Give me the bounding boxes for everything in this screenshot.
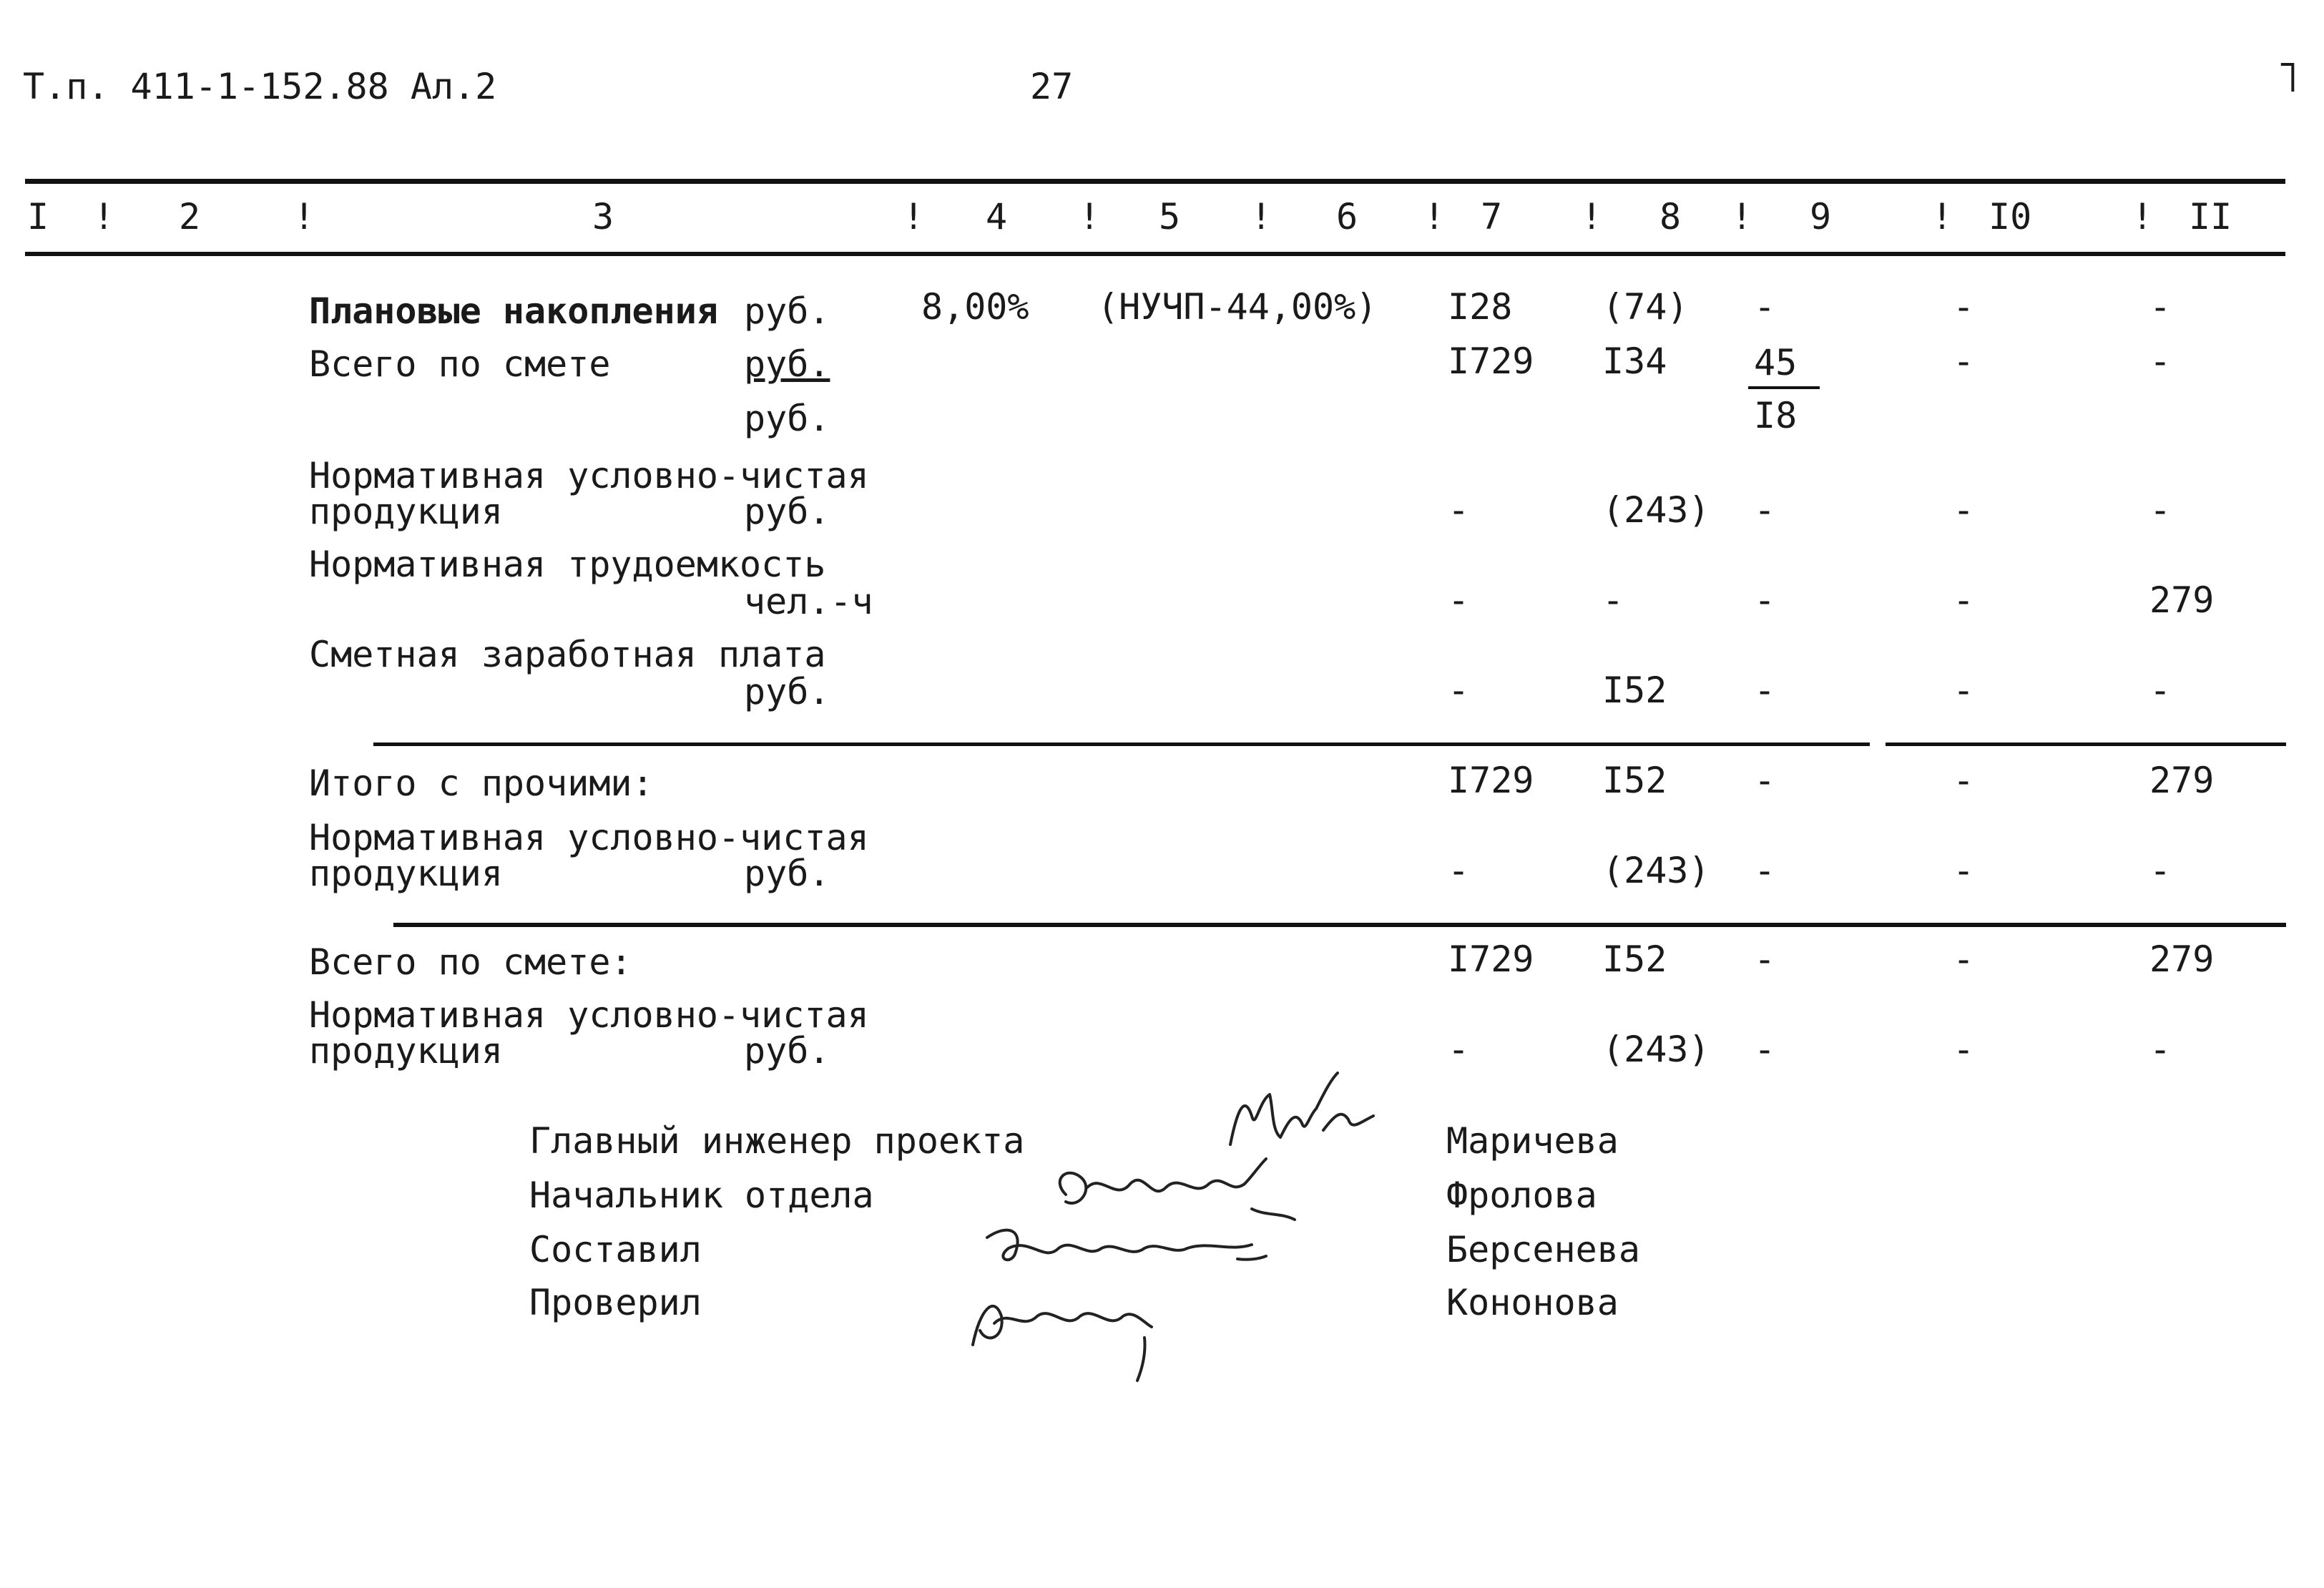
col10-value: -: [1953, 670, 1975, 711]
row-unit: руб.: [744, 853, 830, 894]
col9-value: -: [1754, 670, 1776, 711]
col8-value: (74): [1602, 286, 1689, 328]
col-header-7: 7: [1481, 196, 1503, 237]
row-label: Всего по смете:: [309, 941, 632, 983]
signature-role: Проверил: [529, 1282, 702, 1323]
col-header-8: 8: [1659, 196, 1682, 237]
col9-value: -: [1754, 850, 1776, 891]
table-top-rule: [25, 179, 2285, 184]
row-label: Нормативная трудоемкость: [309, 544, 826, 585]
col11-value: 279: [2149, 938, 2215, 980]
col11-value: 279: [2149, 760, 2215, 801]
col9-value-numerator: 45: [1754, 342, 1798, 383]
col-header-5: 5: [1159, 196, 1181, 237]
col7-value: -: [1448, 850, 1470, 891]
row-label: Нормативная условно-чистая: [309, 994, 869, 1036]
row-unit: руб.: [744, 671, 830, 712]
row-unit: руб.: [744, 1030, 830, 1072]
col-sep: !: [903, 196, 925, 237]
signature-role: Начальник отдела: [529, 1175, 874, 1216]
col-header-6: 6: [1336, 196, 1358, 237]
col-header-9: 9: [1810, 196, 1832, 237]
col9-value: -: [1754, 1029, 1776, 1070]
corner-mark: ˥: [2275, 52, 2301, 102]
signature-role: Составил: [529, 1229, 702, 1270]
col9-value-denominator: I8: [1754, 395, 1798, 436]
col11-value: -: [2149, 340, 2172, 382]
col7-value: -: [1448, 489, 1470, 531]
col10-value: -: [1953, 850, 1975, 891]
col8-value: -: [1602, 579, 1624, 621]
col10-value: -: [1953, 489, 1975, 531]
header-bottom-rule: [25, 252, 2285, 256]
col7-value: -: [1448, 579, 1470, 621]
row-label: Плановые накопления: [309, 290, 718, 332]
col9-value: -: [1754, 938, 1776, 980]
signature-name: Берсенева: [1446, 1229, 1640, 1270]
col-sep: !: [1931, 196, 1953, 237]
row-label: Всего по смете: [309, 343, 611, 385]
row-unit: руб.: [744, 290, 830, 332]
row-unit-secondary: руб.: [744, 398, 830, 439]
col10-value: -: [1953, 760, 1975, 801]
signature-name: Кононова: [1446, 1282, 1619, 1323]
document-reference: Т.п. 411-1-152.88 Ал.2: [23, 66, 497, 107]
signature-role: Главный инженер проекта: [529, 1120, 1025, 1162]
col-header-11: II: [2189, 196, 2232, 237]
col-header-4: 4: [986, 196, 1008, 237]
handwritten-signature-4: [944, 1266, 1187, 1395]
col10-value: -: [1953, 938, 1975, 980]
row-label-cont: продукция: [309, 1030, 503, 1072]
col10-value: -: [1953, 286, 1975, 328]
total-rule: [393, 923, 2286, 927]
col-sep: !: [1423, 196, 1446, 237]
col-header-3: 3: [592, 196, 614, 237]
col11-value: -: [2149, 286, 2172, 328]
col11-value: -: [2149, 1029, 2172, 1070]
col7-value: -: [1448, 670, 1470, 711]
row-unit: руб.: [744, 491, 830, 532]
col7-value: I729: [1448, 938, 1534, 980]
signature-name: Маричева: [1446, 1120, 1619, 1162]
row-label: Итого с прочими:: [309, 763, 654, 804]
col5-value: (НУЧП-44,00%): [1097, 286, 1378, 328]
col-header-10: I0: [1989, 196, 2032, 237]
subtotal-rule: [1886, 742, 2286, 746]
col8-value: (243): [1602, 489, 1710, 531]
col7-value: I729: [1448, 760, 1534, 801]
col-sep: !: [1581, 196, 1603, 237]
col8-value: I52: [1602, 760, 1667, 801]
col-header-2: 2: [179, 196, 201, 237]
col9-value: -: [1754, 286, 1776, 328]
col-sep: !: [293, 196, 315, 237]
col9-value: -: [1754, 579, 1776, 621]
col11-value: -: [2149, 850, 2172, 891]
col-sep: !: [2132, 196, 2154, 237]
col10-value: -: [1953, 340, 1975, 382]
col8-value: I52: [1602, 938, 1667, 980]
row-unit: чел.-ч: [744, 581, 873, 622]
col7-value: I28: [1448, 286, 1513, 328]
col8-value: (243): [1602, 1029, 1710, 1070]
col8-value: I52: [1602, 670, 1667, 711]
col7-value: -: [1448, 1029, 1470, 1070]
col11-value: -: [2149, 489, 2172, 531]
col-sep: !: [93, 196, 115, 237]
subtotal-rule: [373, 742, 1870, 746]
col7-value: I729: [1448, 340, 1534, 382]
signature-name: Фролова: [1446, 1175, 1597, 1216]
row-label: Нормативная условно-чистая: [309, 455, 869, 496]
col10-value: -: [1953, 579, 1975, 621]
col11-value: -: [2149, 670, 2172, 711]
fraction-bar: [1748, 386, 1820, 389]
col4-value: 8,00%: [921, 286, 1029, 328]
page-number: 27: [1030, 66, 1074, 107]
col8-value: (243): [1602, 850, 1710, 891]
col-sep: !: [1250, 196, 1273, 237]
row-unit: руб.: [744, 343, 830, 385]
col10-value: -: [1953, 1029, 1975, 1070]
row-label-cont: продукция: [309, 491, 503, 532]
col11-value: 279: [2149, 579, 2215, 621]
row-label: Нормативная условно-чистая: [309, 817, 869, 858]
col-sep: !: [1731, 196, 1753, 237]
col-sep: !: [1079, 196, 1101, 237]
col9-value: -: [1754, 489, 1776, 531]
col9-value: -: [1754, 760, 1776, 801]
row-label-cont: продукция: [309, 853, 503, 894]
col-header-1: I: [27, 196, 49, 237]
row-label: Сметная заработная плата: [309, 634, 826, 675]
col8-value: I34: [1602, 340, 1667, 382]
